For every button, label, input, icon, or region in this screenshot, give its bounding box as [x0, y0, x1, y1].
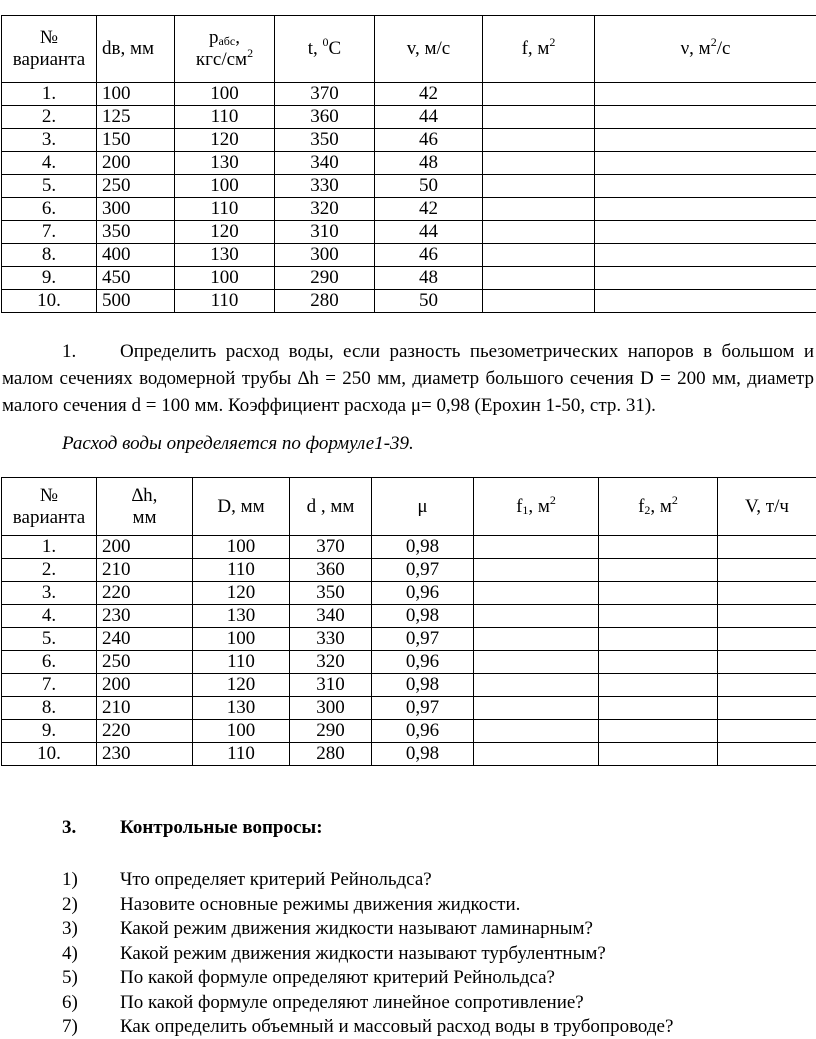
table-cell: 200 [97, 674, 193, 697]
empty-result-cell [599, 582, 718, 605]
question-text: Какой режим движения жидкости называют турбулентным? [120, 943, 606, 964]
table-row [2, 628, 816, 651]
table-cell: 280 [290, 743, 372, 766]
empty-result-cell [599, 697, 718, 720]
table-row [2, 152, 816, 175]
empty-result-cell [595, 267, 816, 290]
empty-result-cell [483, 267, 595, 290]
table-cell: 290 [275, 267, 375, 290]
table-cell: 230 [97, 605, 193, 628]
table-cell: 120 [175, 221, 275, 244]
table-cell: 340 [275, 152, 375, 175]
table-cell: 0,97 [372, 628, 474, 651]
table-cell: 250 [97, 175, 175, 198]
empty-result-cell [718, 536, 816, 559]
table-cell: 1. [2, 536, 97, 559]
table-cell: 0,98 [372, 605, 474, 628]
empty-result-cell [718, 559, 816, 582]
empty-result-cell [718, 674, 816, 697]
list-item [62, 1015, 673, 1039]
empty-result-cell [483, 221, 595, 244]
table-row [2, 536, 816, 559]
empty-result-cell [595, 129, 816, 152]
table-row [2, 198, 816, 221]
empty-result-cell [595, 290, 816, 313]
empty-result-cell [483, 152, 595, 175]
header-temperature: t, $^0$C [275, 16, 375, 83]
table-cell: 370 [275, 83, 375, 106]
header-small-diameter: d , мм [290, 478, 372, 536]
table-cell: 100 [193, 720, 290, 743]
question-number: 3) [62, 917, 120, 941]
table-cell: 125 [97, 106, 175, 129]
table-cell: 42 [375, 198, 483, 221]
table-cell: 310 [290, 674, 372, 697]
list-item [62, 942, 606, 966]
table-cell: 42 [375, 83, 483, 106]
problem-statement [2, 338, 814, 419]
table-cell: 240 [97, 628, 193, 651]
variants-table-1 [1, 15, 816, 313]
table-cell: 100 [175, 83, 275, 106]
question-number: 6) [62, 991, 120, 1015]
question-number: 1) [62, 868, 120, 892]
list-item [62, 966, 555, 990]
header-delta-h: ∆h, мм [97, 478, 193, 536]
table-cell: 8. [2, 244, 97, 267]
empty-result-cell [474, 743, 599, 766]
table-cell: 230 [97, 743, 193, 766]
table-row [2, 290, 816, 313]
table-cell: 110 [175, 106, 275, 129]
table-cell: 370 [290, 536, 372, 559]
empty-result-cell [599, 743, 718, 766]
table-row [2, 106, 816, 129]
empty-result-cell [474, 651, 599, 674]
header-big-diameter: D, мм [193, 478, 290, 536]
empty-result-cell [474, 720, 599, 743]
table-cell: 0,97 [372, 559, 474, 582]
table-cell: 100 [175, 175, 275, 198]
table-cell: 46 [375, 244, 483, 267]
table-cell: 100 [175, 267, 275, 290]
empty-result-cell [599, 559, 718, 582]
table-row [2, 83, 816, 106]
table-cell: 280 [275, 290, 375, 313]
table-cell: 100 [193, 536, 290, 559]
table-cell: 7. [2, 674, 97, 697]
table-cell: 100 [97, 83, 175, 106]
table-cell: 200 [97, 536, 193, 559]
section-title: Контрольные вопросы: [120, 817, 323, 838]
table-cell: 320 [275, 198, 375, 221]
empty-result-cell [718, 651, 816, 674]
question-text: Какой режим движения жидкости называют ламинарным? [120, 918, 593, 939]
table-cell: 350 [275, 129, 375, 152]
question-number: 7) [62, 1015, 120, 1039]
table-cell: 100 [193, 628, 290, 651]
empty-result-cell [595, 106, 816, 129]
empty-result-cell [595, 244, 816, 267]
empty-result-cell [474, 674, 599, 697]
table-row [2, 175, 816, 198]
empty-result-cell [718, 697, 816, 720]
table-cell: 4. [2, 605, 97, 628]
table-cell: 350 [97, 221, 175, 244]
empty-result-cell [718, 720, 816, 743]
table-cell: 130 [193, 697, 290, 720]
table-row [2, 674, 816, 697]
table-cell: 110 [193, 743, 290, 766]
empty-result-cell [718, 743, 816, 766]
list-item [62, 893, 520, 917]
empty-result-cell [718, 605, 816, 628]
table-cell: 120 [193, 674, 290, 697]
empty-result-cell [474, 697, 599, 720]
table-row [2, 743, 816, 766]
table-cell: 400 [97, 244, 175, 267]
empty-result-cell [474, 559, 599, 582]
question-number: 4) [62, 942, 120, 966]
table-cell: 340 [290, 605, 372, 628]
empty-result-cell [595, 198, 816, 221]
question-text: Как определить объемный и массовый расход воды в трубопроводе? [120, 1016, 673, 1037]
table-row [2, 582, 816, 605]
empty-result-cell [595, 175, 816, 198]
table-cell: 310 [275, 221, 375, 244]
table-row [2, 267, 816, 290]
table-cell: 46 [375, 129, 483, 152]
table-cell: 0,96 [372, 720, 474, 743]
empty-result-cell [474, 605, 599, 628]
empty-result-cell [595, 152, 816, 175]
table-cell: 0,98 [372, 743, 474, 766]
list-item [62, 868, 432, 892]
table-cell: 10. [2, 290, 97, 313]
table-cell: 9. [2, 720, 97, 743]
table-cell: 450 [97, 267, 175, 290]
table-cell: 130 [175, 244, 275, 267]
section-heading [62, 817, 323, 839]
empty-result-cell [483, 198, 595, 221]
table-row [2, 651, 816, 674]
table-row [2, 697, 816, 720]
table-cell: 300 [97, 198, 175, 221]
table-cell: 300 [290, 697, 372, 720]
table-cell: 130 [193, 605, 290, 628]
table-cell: 3. [2, 129, 97, 152]
table-cell: 1. [2, 83, 97, 106]
question-number: 2) [62, 893, 120, 917]
empty-result-cell [483, 175, 595, 198]
header-variant: № варианта [2, 478, 97, 536]
table-cell: 250 [97, 651, 193, 674]
header-flow-coefficient: μ [372, 478, 474, 536]
table-cell: 0,96 [372, 651, 474, 674]
question-text: Назовите основные режимы движения жидкости. [120, 894, 520, 915]
list-item [62, 917, 593, 941]
table-cell: 110 [175, 198, 275, 221]
empty-result-cell [599, 628, 718, 651]
question-number: 5) [62, 966, 120, 990]
header-pressure: $p_{абс}$, кгс/$см^2$ [175, 16, 275, 83]
table-row [2, 129, 816, 152]
table-cell: 220 [97, 720, 193, 743]
table-cell: 44 [375, 221, 483, 244]
table-cell: 48 [375, 267, 483, 290]
table-cell: 330 [275, 175, 375, 198]
empty-result-cell [474, 536, 599, 559]
empty-result-cell [483, 290, 595, 313]
empty-result-cell [483, 129, 595, 152]
table-cell: 48 [375, 152, 483, 175]
table-cell: 8. [2, 697, 97, 720]
problem-text: Определить расход воды, если разность пьезометрических напоров в большом и малом сечениях водомерной трубы ∆h = 250 мм, диаметр большого сечения D = 200 мм, диаметр малого сечения d = 100 мм. Коэффициент расхода μ= 0,98 (Ерохин 1-50, стр. 31). [2, 341, 814, 416]
empty-result-cell [599, 605, 718, 628]
table-cell: 200 [97, 152, 175, 175]
empty-result-cell [718, 582, 816, 605]
table-cell: 0,96 [372, 582, 474, 605]
variants-table-2 [1, 477, 816, 766]
empty-result-cell [483, 106, 595, 129]
table-row [2, 244, 816, 267]
table-cell: 10. [2, 743, 97, 766]
table-cell: 5. [2, 175, 97, 198]
table-cell: 320 [290, 651, 372, 674]
table-cell: 6. [2, 651, 97, 674]
table-cell: 50 [375, 290, 483, 313]
table-cell: 220 [97, 582, 193, 605]
table-cell: 350 [290, 582, 372, 605]
table-cell: 6. [2, 198, 97, 221]
table-cell: 500 [97, 290, 175, 313]
table-cell: 7. [2, 221, 97, 244]
empty-result-cell [483, 244, 595, 267]
empty-result-cell [595, 83, 816, 106]
empty-result-cell [599, 674, 718, 697]
empty-result-cell [599, 536, 718, 559]
section-number: 3. [62, 817, 120, 839]
header-area: f, $м^2$ [483, 16, 595, 83]
table-cell: 360 [290, 559, 372, 582]
table-row [2, 605, 816, 628]
table-cell: 0,98 [372, 536, 474, 559]
table-cell: 330 [290, 628, 372, 651]
empty-result-cell [599, 651, 718, 674]
table-cell: 4. [2, 152, 97, 175]
table-cell: 210 [97, 697, 193, 720]
table-cell: 50 [375, 175, 483, 198]
table-cell: 5. [2, 628, 97, 651]
table-cell: 120 [175, 129, 275, 152]
question-text: Что определяет критерий Рейнольдса? [120, 869, 432, 890]
empty-result-cell [718, 628, 816, 651]
header-dv: dв, мм [97, 16, 175, 83]
header-velocity: v, м/с [375, 16, 483, 83]
table-cell: 3. [2, 582, 97, 605]
header-flow: V, т/ч [718, 478, 816, 536]
problem-number: 1. [62, 338, 120, 365]
table-cell: 210 [97, 559, 193, 582]
table-cell: 110 [193, 651, 290, 674]
empty-result-cell [474, 582, 599, 605]
table-row [2, 221, 816, 244]
table-cell: 0,98 [372, 674, 474, 697]
table-cell: 2. [2, 106, 97, 129]
table2-header-row [2, 478, 816, 536]
header-viscosity: ν, $м^2/с$ [595, 16, 816, 83]
header-area-1: $f_1$, $м^2$ [474, 478, 599, 536]
table1-header-row [2, 16, 816, 83]
question-text: По какой формуле определяют критерий Рейнольдса? [120, 967, 555, 988]
empty-result-cell [474, 628, 599, 651]
header-variant: № варианта [2, 16, 97, 83]
table-cell: 0,97 [372, 697, 474, 720]
list-item [62, 991, 584, 1015]
table-cell: 2. [2, 559, 97, 582]
table-cell: 290 [290, 720, 372, 743]
table-cell: 360 [275, 106, 375, 129]
table-cell: 110 [193, 559, 290, 582]
table-cell: 9. [2, 267, 97, 290]
table-cell: 110 [175, 290, 275, 313]
table-cell: 120 [193, 582, 290, 605]
empty-result-cell [599, 720, 718, 743]
empty-result-cell [483, 83, 595, 106]
table-cell: 150 [97, 129, 175, 152]
formula-note: Расход воды определяется по формуле1-39. [62, 433, 414, 455]
table-cell: 44 [375, 106, 483, 129]
table-row [2, 559, 816, 582]
table-row [2, 720, 816, 743]
table-cell: 130 [175, 152, 275, 175]
empty-result-cell [595, 221, 816, 244]
header-area-2: $f_2$, $м^2$ [599, 478, 718, 536]
question-text: По какой формуле определяют линейное сопротивление? [120, 992, 584, 1013]
table-cell: 300 [275, 244, 375, 267]
